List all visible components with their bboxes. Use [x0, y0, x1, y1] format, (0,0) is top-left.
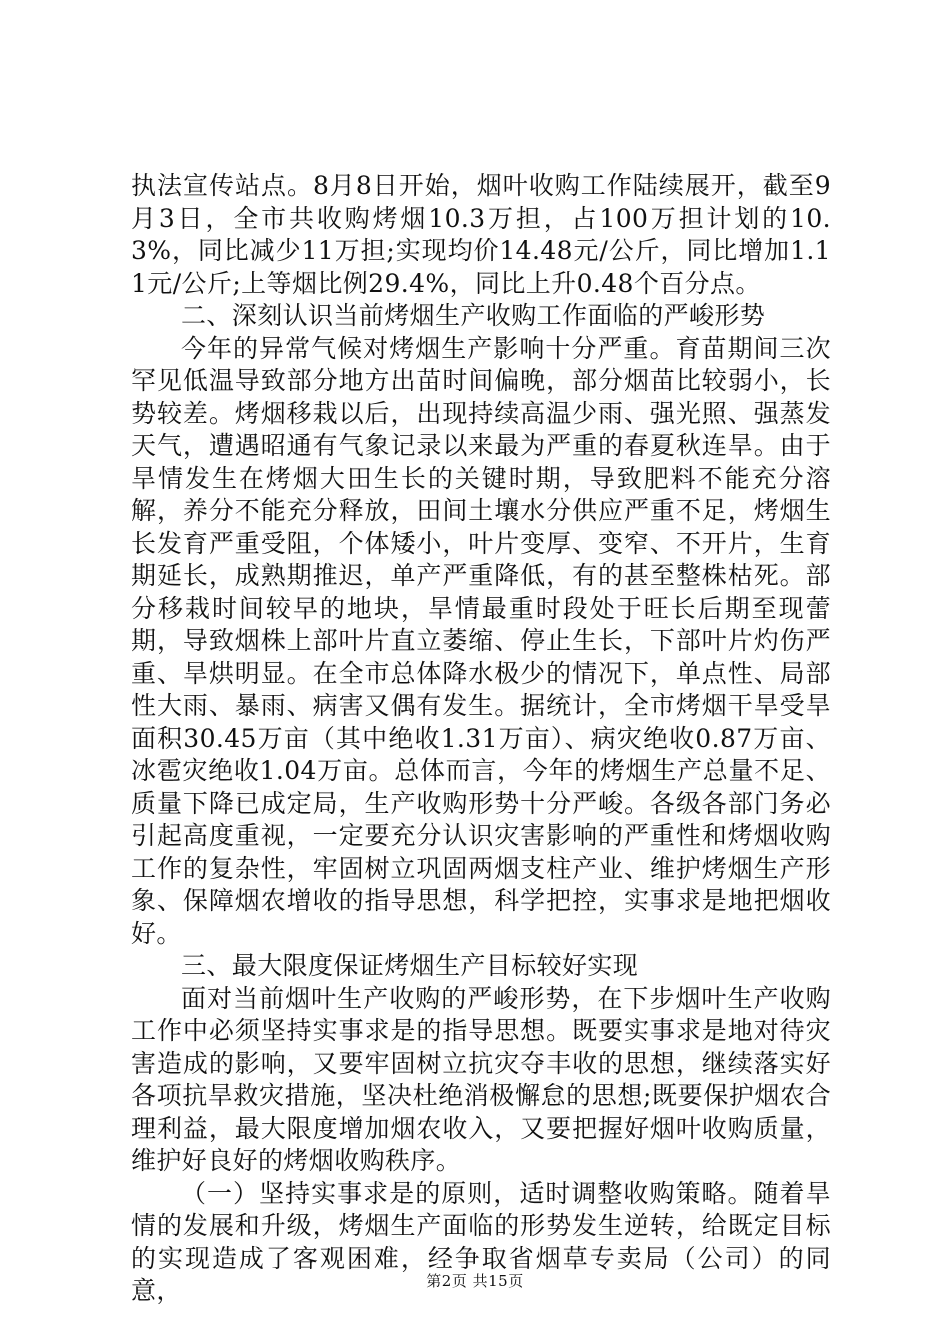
- paragraph-subsection-1: （一）坚持实事求是的原则，适时调整收购策略。随着旱情的发展和升级，烤烟生产面临的形势发生逆转，给既定目标的实现造成了客观困难，经争取省烟草专卖局（公司）的同意，: [131, 1178, 831, 1305]
- paragraph-continued: 执法宣传站点。8月8日开始，烟叶收购工作陆续展开，截至9月3日，全市共收购烤烟10.3万担，占100万担计划的10.3%，同比减少11万担;实现均价14.48元/公斤，同比增加1.11元/公斤;上等烟比例29.4%，同比上升0.48个百分点。: [131, 171, 831, 298]
- paragraph-climate-impact: 今年的异常气候对烤烟生产影响十分严重。育苗期间三次罕见低温导致部分地方出苗时间偏晚，部分烟苗比较弱小，长势较差。烤烟移栽以后，出现持续高温少雨、强光照、强蒸发天气，遭遇昭通有气象记录以来最为严重的春夏秋连旱。由于旱情发生在烤烟大田生长的关键时期，导致肥料不能充分溶解，养分不能充分释放，田间土壤水分供应严重不足，烤烟生长发育严重受阻，个体矮小，叶片变厚、变窄、不开片，生育期延长，成熟期推迟，单产严重降低，有的甚至整株枯死。部分移栽时间较早的地块，旱情最重时段处于旺长后期至现蕾期，导致烟株上部叶片直立萎缩、停止生长，下部叶片灼伤严重、旱烘明显。在全市总体降水极少的情况下，单点性、局部性大雨、暴雨、病害又偶有发生。据统计，全市烤烟干旱受旱面积30.45万亩（其中绝收1.31万亩）、病灾绝收0.87万亩、冰雹灾绝收1.04万亩。总体而言，今年的烤烟生产总量不足、质量下降已成定局，生产收购形势十分严峻。各级各部门务必引起高度重视，一定要充分认识灾害影响的严重性和烤烟收购工作的复杂性，牢固树立巩固两烟支柱产业、维护烤烟生产形象、保障烟农增收的指导思想，科学把控，实事求是地把烟收好。: [131, 333, 831, 948]
- document-body: [131, 170, 831, 1308]
- paragraph-guiding-principle: 面对当前烟叶生产收购的严峻形势，在下步烟叶生产收购工作中必须坚持实事求是的指导思想。既要实事求是地对待灾害造成的影响，又要牢固树立抗灾夺丰收的思想，继续落实好各项抗旱救灾措施，坚决杜绝消极懈怠的思想;既要保护烟农合理利益，最大限度增加烟农收入，又要把握好烟叶收购质量，维护好良好的烤烟收购秩序。: [131, 983, 831, 1175]
- page-number-footer: 第2页 共15页: [426, 1272, 524, 1290]
- section-heading-3: 三、最大限度保证烤烟生产目标较好实现: [181, 951, 639, 980]
- section-heading-2: 二、深刻认识当前烤烟生产收购工作面临的严峻形势: [181, 301, 766, 330]
